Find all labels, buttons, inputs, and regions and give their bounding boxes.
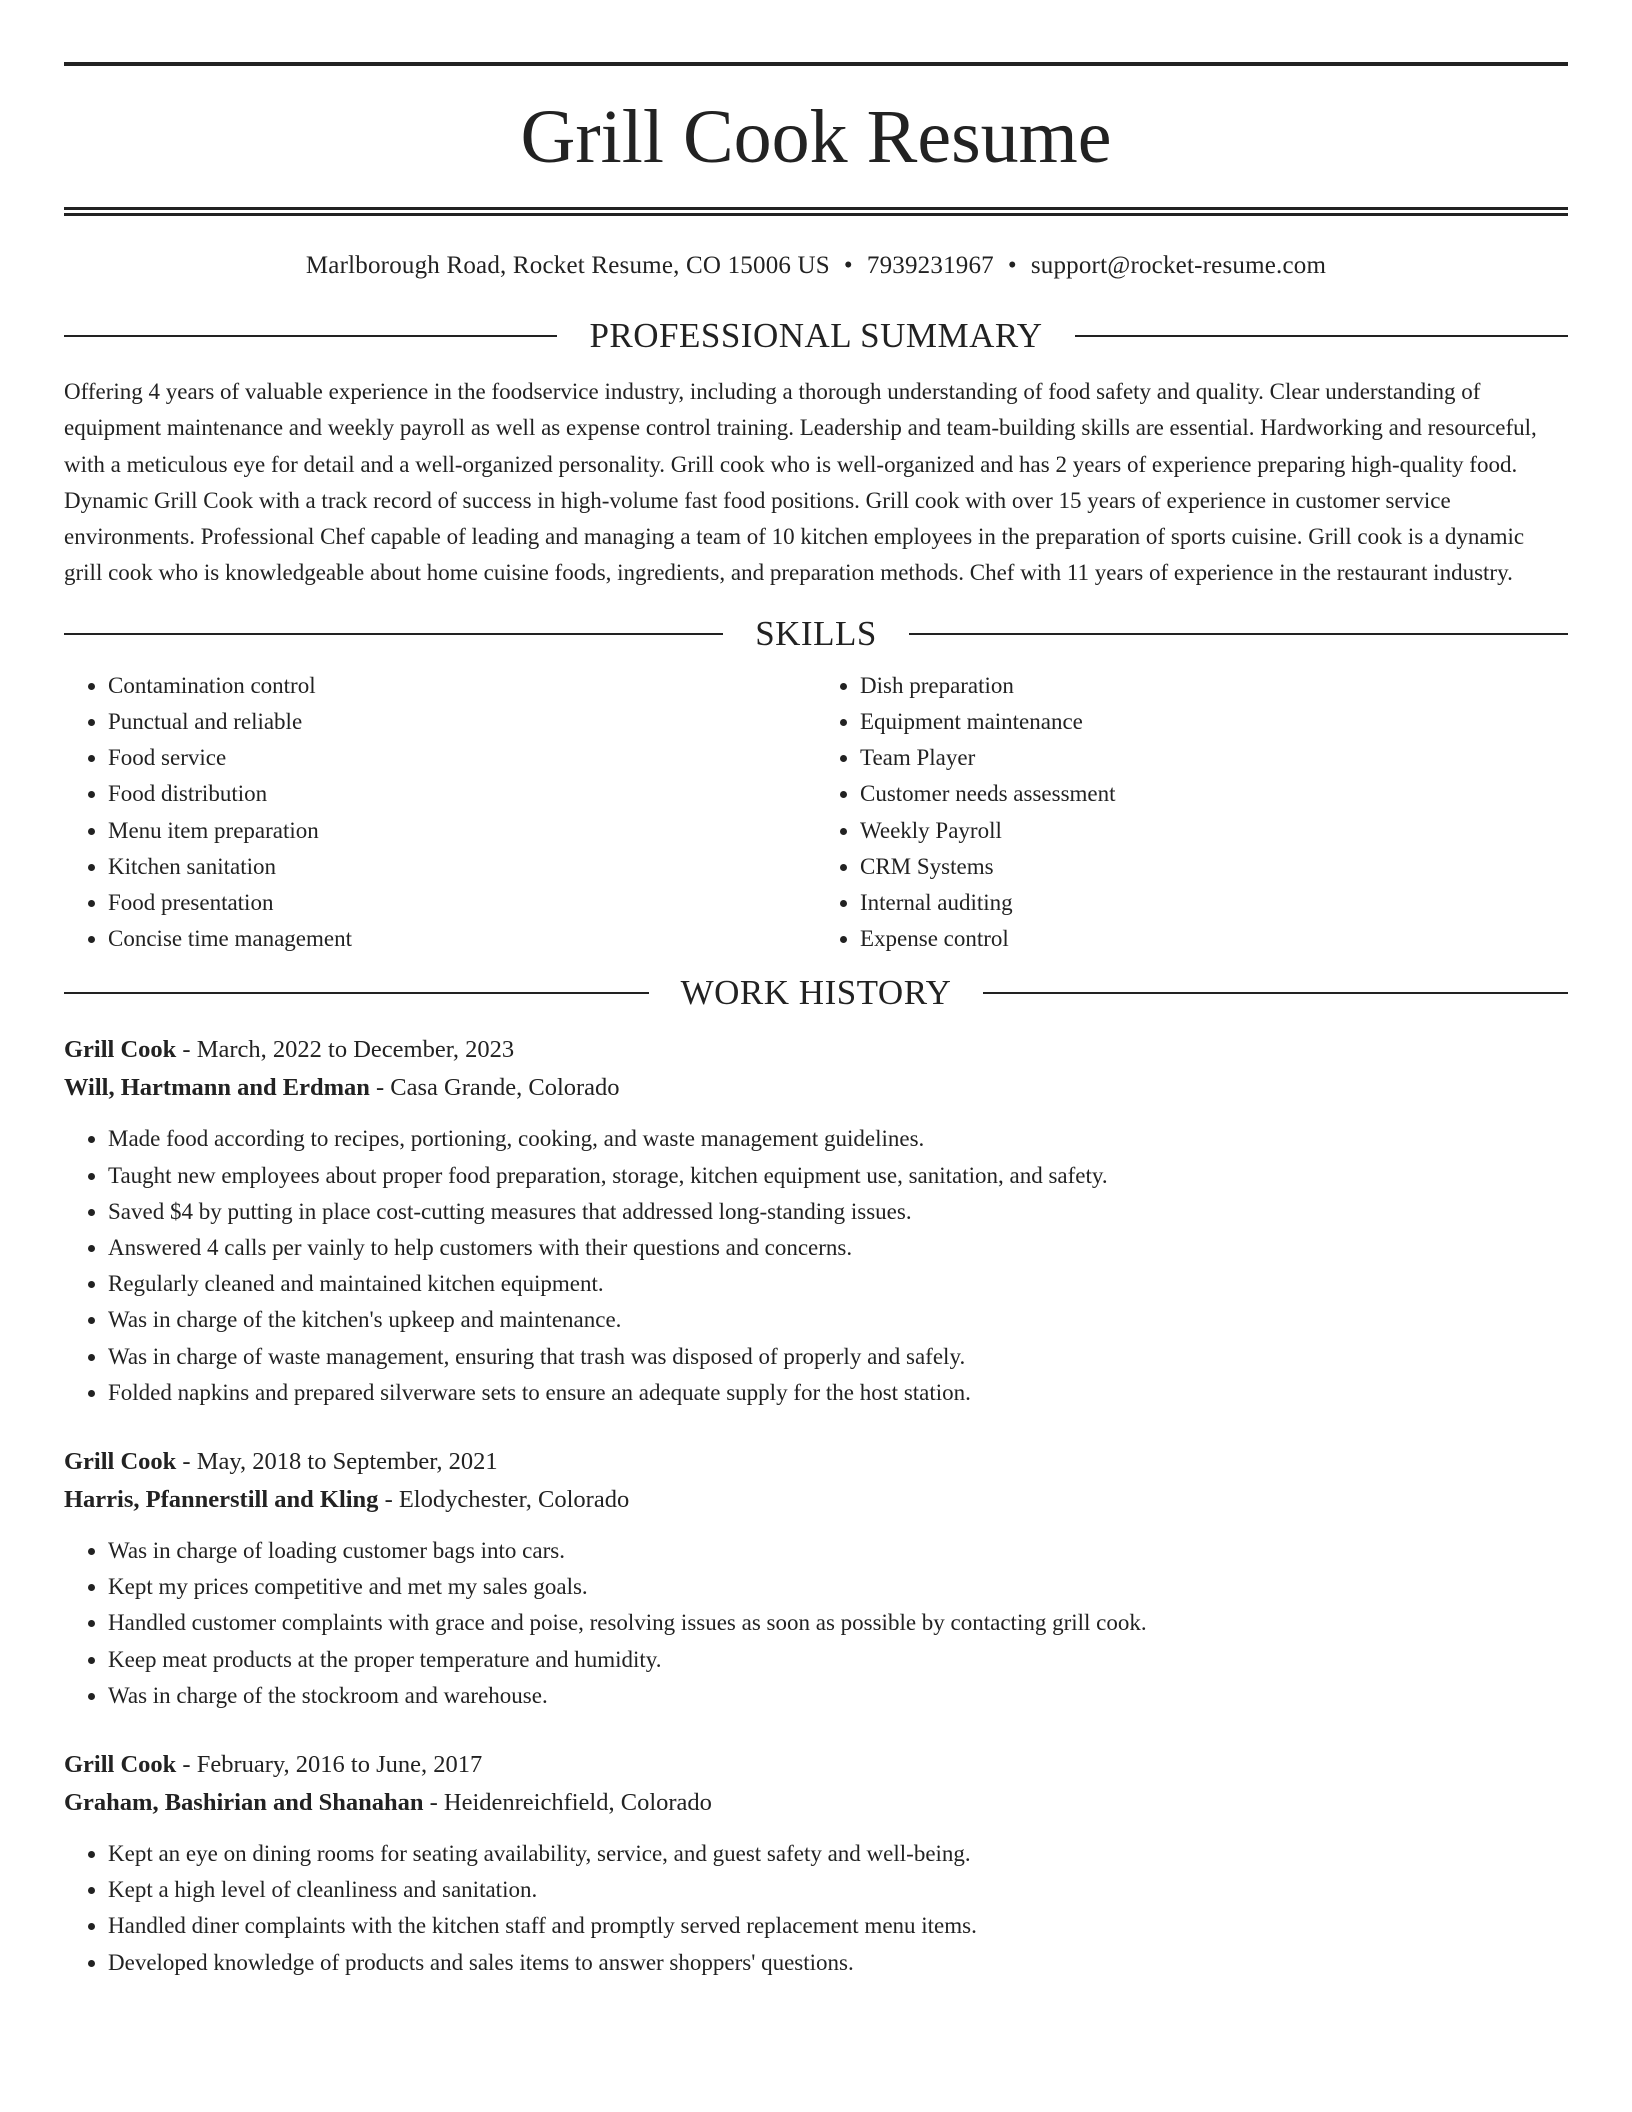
work-history-heading-label: WORK HISTORY (680, 973, 952, 1013)
job-location: - Elodychester, Colorado (378, 1486, 630, 1514)
job-bullet: • Handled customer complaints with grace and poise, resolving issues as soon as possible by contacting grill cook. (108, 1605, 1568, 1641)
skill-item: • Contamination control (108, 668, 816, 704)
job-title: Grill Cook (64, 1036, 177, 1064)
skill-item: • Concise time management (108, 921, 816, 957)
skills-column-left (64, 668, 816, 958)
skill-item: • Expense control (860, 921, 1568, 957)
job-bullet: • Kept my prices competitive and met my sales goals. (108, 1569, 1568, 1605)
job-company-line (64, 1481, 1568, 1519)
job-entry (64, 1746, 1568, 1981)
heading-rule-right (909, 633, 1568, 635)
heading-rule-right (983, 992, 1568, 994)
job-bullet: • Regularly cleaned and maintained kitchen equipment. (108, 1266, 1568, 1302)
contact-line (64, 250, 1568, 282)
skill-item: • Customer needs assessment (860, 776, 1568, 812)
contact-separator: • (843, 252, 853, 279)
skills-heading-label: SKILLS (755, 613, 877, 653)
heading-rule-left (64, 335, 557, 337)
contact-email: support@rocket-resume.com (1030, 252, 1327, 279)
skills-column-right (816, 668, 1568, 958)
job-bullet: • Answered 4 calls per vainly to help customers with their questions and concerns. (108, 1230, 1568, 1266)
page-title: Grill Cook Resume (520, 95, 1112, 179)
job-bullet: • Was in charge of the kitchen's upkeep and maintenance. (108, 1302, 1568, 1338)
job-bullet: • Kept an eye on dining rooms for seating availability, service, and guest safety and well-being. (108, 1836, 1568, 1872)
job-company: Will, Hartmann and Erdman (64, 1074, 370, 1102)
job-company-line (64, 1784, 1568, 1822)
job-bullet: • Handled diner complaints with the kitchen staff and promptly served replacement menu items. (108, 1908, 1568, 1944)
job-company: Harris, Pfannerstill and Kling (64, 1486, 379, 1514)
job-company: Graham, Bashirian and Shanahan (64, 1789, 424, 1817)
heading-rule-left (64, 633, 723, 635)
job-bullet: • Kept a high level of cleanliness and sanitation. (108, 1872, 1568, 1908)
job-title-line (64, 1746, 1568, 1784)
skill-item: • Food presentation (108, 885, 816, 921)
job-dates: - March, 2022 to December, 2023 (176, 1036, 515, 1064)
skill-item: • Food distribution (108, 776, 816, 812)
skills-heading (64, 614, 1568, 654)
summary-heading (64, 316, 1568, 356)
job-entry (64, 1443, 1568, 1714)
job-dates: - February, 2016 to June, 2017 (176, 1751, 483, 1779)
job-title-line (64, 1443, 1568, 1481)
job-bullets (64, 1533, 1568, 1714)
job-title: Grill Cook (64, 1448, 177, 1476)
skills-list (64, 668, 1568, 958)
contact-address: Marlborough Road, Rocket Resume, CO 15006 US (305, 252, 830, 279)
skill-item: • Equipment maintenance (860, 704, 1568, 740)
top-rule (64, 62, 1568, 66)
skill-item: • Kitchen sanitation (108, 849, 816, 885)
job-dates: - May, 2018 to September, 2021 (176, 1448, 498, 1476)
heading-rule-left (64, 992, 649, 994)
job-bullet: • Taught new employees about proper food preparation, storage, kitchen equipment use, sanitation, and safety. (108, 1158, 1568, 1194)
skill-item: • Team Player (860, 740, 1568, 776)
job-bullets (64, 1836, 1568, 1981)
skill-item: • CRM Systems (860, 849, 1568, 885)
job-bullet: • Made food according to recipes, portioning, cooking, and waste management guidelines. (108, 1121, 1568, 1157)
summary-text: Offering 4 years of valuable experience in the foodservice industry, including a thorough understanding of food safety and quality. Clear understanding of equipment maintenance and weekly payroll as well as expense control training. Leadership and team-building skills are essential. Hardworking and resourceful, with a meticulous eye for detail and a well-organized personality. Grill cook who is well-organized and has 2 years of experience preparing high-quality food. Dynamic Grill Cook with a track record of success in high-volume fast food positions. Grill cook with over 15 years of experience in customer service environments. Professional Chef capable of leading and managing a team of 10 kitchen employees in the preparation of sports cuisine. Grill cook is a dynamic grill cook who is knowledgeable about home cuisine foods, ingredients, and preparation methods. Chef with 11 years of experience in the restaurant industry. (64, 379, 1537, 586)
skill-item: • Weekly Payroll (860, 813, 1568, 849)
skill-item: • Punctual and reliable (108, 704, 816, 740)
job-bullet: • Was in charge of loading customer bags into cars. (108, 1533, 1568, 1569)
job-location: - Casa Grande, Colorado (369, 1074, 620, 1102)
job-location: - Heidenreichfield, Colorado (423, 1789, 712, 1817)
job-bullets (64, 1121, 1568, 1411)
job-bullet: • Developed knowledge of products and sales items to answer shoppers' questions. (108, 1945, 1568, 1981)
skill-item: • Dish preparation (860, 668, 1568, 704)
title-double-rule (64, 207, 1568, 216)
job-bullet: • Keep meat products at the proper temperature and humidity. (108, 1642, 1568, 1678)
job-bullet: • Was in charge of waste management, ensuring that trash was disposed of properly and safely. (108, 1339, 1568, 1375)
skill-item: • Internal auditing (860, 885, 1568, 921)
job-entry (64, 1031, 1568, 1411)
contact-phone: 7939231967 (866, 252, 994, 279)
job-bullet: • Saved $4 by putting in place cost-cutting measures that addressed long-standing issues. (108, 1194, 1568, 1230)
summary-heading-label: PROFESSIONAL SUMMARY (589, 316, 1043, 355)
work-history-heading (64, 973, 1568, 1013)
skill-item: • Food service (108, 740, 816, 776)
contact-separator: • (1007, 252, 1017, 279)
job-bullet: • Folded napkins and prepared silverware sets to ensure an adequate supply for the host station. (108, 1375, 1568, 1411)
job-title-line (64, 1031, 1568, 1069)
heading-rule-right (1075, 335, 1568, 337)
job-company-line (64, 1069, 1568, 1107)
job-title: Grill Cook (64, 1751, 177, 1779)
skill-item: • Menu item preparation (108, 813, 816, 849)
job-bullet: • Was in charge of the stockroom and warehouse. (108, 1678, 1568, 1714)
